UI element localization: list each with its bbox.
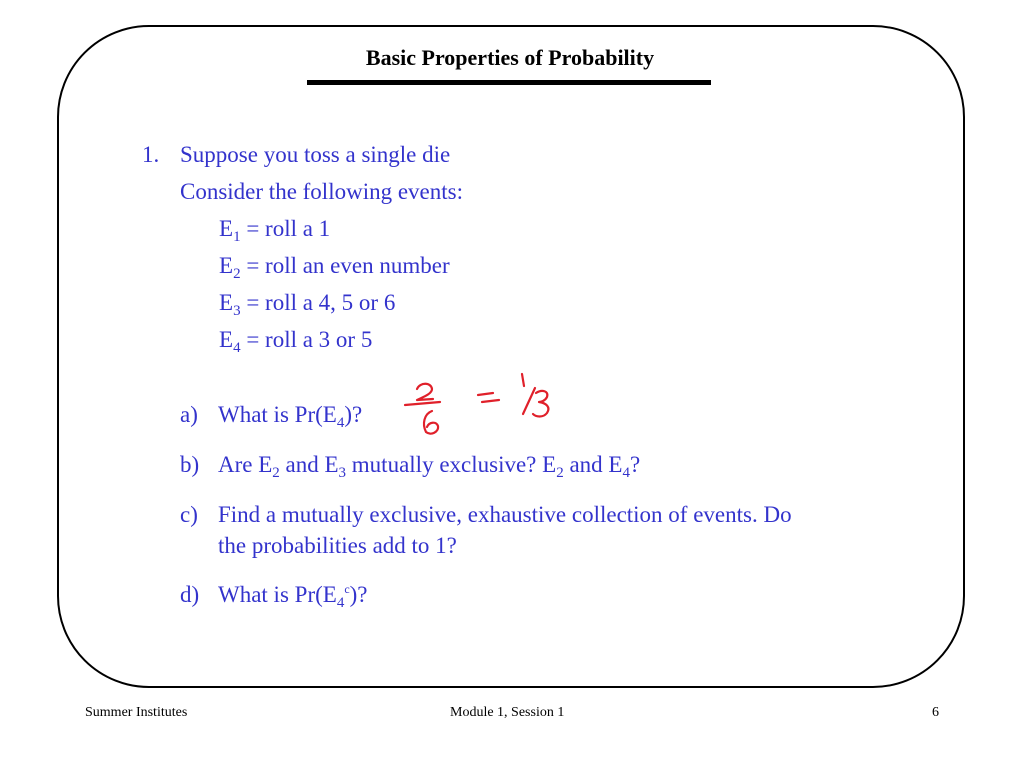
event-e1: $E_1$ = roll a 1	[219, 216, 331, 245]
problem-consider: Consider the following events:	[180, 179, 463, 204]
question-d: d) What is $Pr(E_4^c)$?	[180, 582, 368, 611]
question-d-label: d)	[180, 582, 200, 607]
problem-intro-line	[142, 142, 450, 168]
annotation-digit-2	[417, 384, 433, 400]
annotation-digit-1	[522, 374, 524, 386]
event-e2: $E_2$ = roll an even number	[219, 253, 450, 282]
question-a-label: a)	[180, 402, 198, 427]
title-underline	[307, 80, 711, 85]
question-c: c) Find a mutually exclusive, exhaustive collection of events. Do	[180, 502, 792, 527]
slide-title: Basic Properties of Probability	[365, 45, 655, 70]
problem-intro: Suppose you toss a single die	[180, 142, 451, 167]
page-number: 6	[932, 705, 939, 720]
question-b: b) Are $E_2$ and $E_3$ mutually exclusive? $E_2$ and $E_4$?	[180, 452, 641, 481]
problem-number: 1.	[142, 142, 160, 167]
handwritten-answer	[398, 362, 558, 442]
annotation-fraction-bar-1	[405, 402, 440, 405]
footer-organization: Summer Institutes	[85, 705, 188, 720]
annotation-digit-3	[533, 391, 548, 417]
annotation-digit-6	[424, 411, 438, 434]
event-e3: $E_3$ = roll a 4, 5 or 6	[219, 290, 396, 319]
question-b-label: b)	[180, 452, 200, 477]
question-c-label: c)	[180, 502, 198, 527]
footer-session: Module 1, Session 1	[450, 705, 565, 720]
question-c-continued: the probabilities add to 1?	[218, 533, 457, 558]
annotation-equals-bottom	[482, 400, 499, 402]
annotation-equals-top	[478, 393, 493, 395]
question-a: a) What is $Pr(E_4)$?	[180, 402, 363, 431]
event-e4: $E_4$ = roll a 3 or 5	[219, 327, 373, 356]
annotation-slash	[523, 388, 535, 414]
